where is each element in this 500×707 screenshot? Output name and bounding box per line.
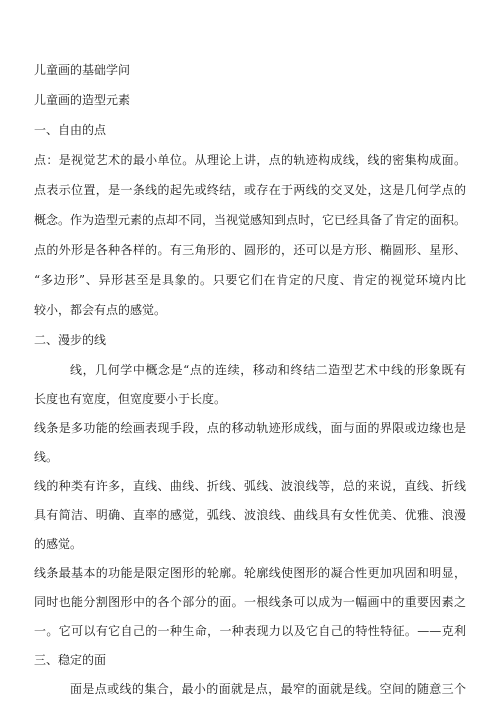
paragraph-line: 较小，都会有点的感觉。 — [34, 303, 167, 317]
paragraph-line: 一。它可以有它自己的一种生命，一种表现力以及它自己的特性特征。——克利 — [34, 624, 466, 638]
paragraph-line: 概念。作为造型元素的点却不同，当视觉感知到点时，它已经具备了肯定的面积。 — [34, 213, 466, 227]
paragraph-line: 点：是视觉艺术的最小单位。从理论上讲，点的轨迹构成线，线的密集构成面。 — [34, 153, 466, 167]
paragraph-line: 线。 — [34, 450, 59, 464]
paragraph-line: 线，几何学中概念是“点的连续，移动和终结二造型艺术中线的形象既有 — [70, 363, 466, 377]
paragraph-line: 长度也有宽度，但宽度要小于长度。 — [34, 392, 227, 406]
paragraph-line: “多边形”、异形甚至是具象的。只要它们在肯定的尺度、肯定的视觉环境内比 — [34, 273, 466, 287]
section-heading-line: 二、漫步的线 — [34, 333, 107, 347]
paragraph-line: 线的种类有许多，直线、曲线、折线、弧线、波浪线等，总的来说，直线、折线 — [34, 479, 466, 493]
paragraph-line: 同时也能分割图形中的各个部分的面。一根线条可以成为一幅画中的重要因素之 — [34, 595, 466, 609]
document-title: 儿童画的基础学问 — [34, 63, 131, 77]
document-subtitle: 儿童画的造型元素 — [34, 93, 131, 107]
paragraph-line: 线条是多功能的绘画表现手段，点的移动轨迹形成线，面与面的界限或边缘也是 — [34, 421, 466, 435]
section-heading-point: 一、自由的点 — [34, 123, 107, 137]
paragraph-line: 线条最基本的功能是限定图形的轮廓。轮廓线使图形的凝合性更加巩固和明显， — [34, 566, 466, 580]
paragraph-line: 的感觉。 — [34, 537, 83, 551]
paragraph-line: 具有简洁、明确、直率的感觉，弧线、波浪线、曲线具有女性优美、优雅、浪漫 — [34, 508, 466, 522]
paragraph-line: 点表示位置，是一条线的起先或终结，或存在于两线的交叉处，这是几何学点的 — [34, 183, 466, 197]
section-heading-plane: 三、稳定的面 — [34, 653, 107, 667]
paragraph-line: 面是点或线的集合，最小的面就是点，最窄的面就是线。空间的随意三个 — [70, 682, 466, 696]
paragraph-line: 点的外形是各种各样的。有三角形的、圆形的，还可以是方形、椭圆形、星形、 — [34, 243, 466, 257]
